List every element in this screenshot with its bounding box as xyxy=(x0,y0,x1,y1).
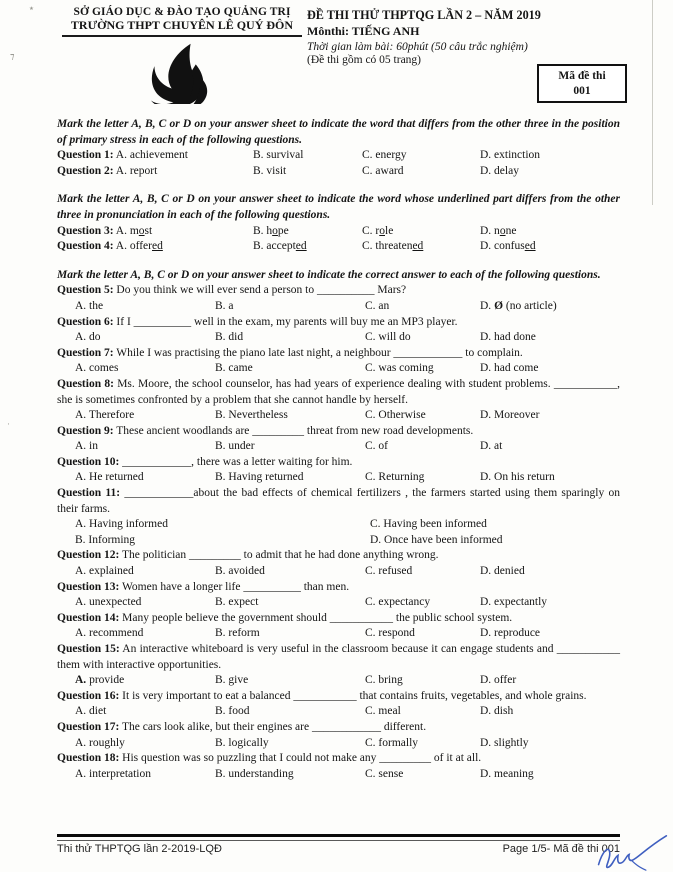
question-number: Question 17: xyxy=(57,720,120,733)
question-stem: Do you think we will ever send a person to __________ Mars? xyxy=(116,284,407,297)
question-number: Question 1: xyxy=(57,149,114,162)
answer-option: D. Ø (no article) xyxy=(480,299,557,312)
header-right-block xyxy=(307,8,597,66)
question-number: Question 14: xyxy=(57,611,120,624)
answer-row xyxy=(57,330,620,346)
question-row xyxy=(57,224,620,240)
question-block xyxy=(57,346,620,377)
scan-speck: ٭ xyxy=(29,3,34,13)
answer-option: C. expectancy xyxy=(365,596,431,609)
question-text xyxy=(57,424,620,440)
question-stem: While I was practising the piano late last night, a neighbour ____________ to complain. xyxy=(116,346,523,359)
answer-option: D. expectantly xyxy=(480,596,548,609)
footer-left-text: Thi thử THPTQG lần 2-2019-LQĐ xyxy=(57,843,222,855)
answer-option: D. Once have been informed xyxy=(370,533,503,546)
question-cell xyxy=(57,164,253,180)
question-number: Question 6: xyxy=(57,315,114,328)
answer-option: B. hope xyxy=(253,224,289,237)
question-cell xyxy=(57,224,253,240)
answer-row xyxy=(57,767,620,783)
question-row xyxy=(57,164,620,180)
answer-option: A. offered xyxy=(115,240,163,253)
question-text xyxy=(57,548,620,564)
question-stem: His question was so puzzling that I could not make any _________ of it at all. xyxy=(122,752,482,765)
answer-option: D. offer xyxy=(480,674,517,687)
answer-option: D. dish xyxy=(480,705,514,718)
answer-option: D. extinction xyxy=(480,149,541,162)
exam-title: ĐỀ THI THỬ THPTQG LẦN 2 – NĂM 2019 xyxy=(307,8,541,22)
question-text xyxy=(57,346,620,362)
question-stem: If I __________ well in the exam, my parents will buy me an MP3 player. xyxy=(116,315,458,328)
answer-option: C. was coming xyxy=(365,362,434,375)
answer-option: C. refused xyxy=(365,565,413,578)
answer-option: D. On his return xyxy=(480,471,555,484)
question-text xyxy=(57,751,620,767)
question-text xyxy=(57,689,620,705)
answer-option: C. Otherwise xyxy=(365,409,426,422)
answer-option: B. a xyxy=(215,299,234,312)
answer-row xyxy=(57,470,620,486)
footer-page-number: Page 1/5- Mã đề thi 001 xyxy=(502,843,620,855)
answer-option: C. role xyxy=(362,224,394,237)
answer-option: D. confused xyxy=(480,240,536,253)
question-stem: The cars look alike, but their engines are ____________ different. xyxy=(121,720,427,733)
question-stem: Women have a longer life __________ than men. xyxy=(121,580,350,593)
answer-row xyxy=(57,361,620,377)
answer-option: B. did xyxy=(215,331,244,344)
question-block xyxy=(57,611,620,642)
footer-rule xyxy=(57,834,620,841)
question-sections xyxy=(57,117,620,782)
question-number: Question 9: xyxy=(57,424,114,437)
question-block xyxy=(57,580,620,611)
answer-option: B. avoided xyxy=(215,565,265,578)
exam-code-box xyxy=(537,64,627,103)
answer-option: B. visit xyxy=(253,164,287,177)
handwritten-signature xyxy=(592,833,672,872)
question-number: Question 12: xyxy=(57,549,120,562)
question-text xyxy=(57,455,620,471)
answer-option: C. threatened xyxy=(362,240,424,253)
question-text xyxy=(57,642,620,673)
question-number: Question 7: xyxy=(57,346,114,359)
answer-option: C. sense xyxy=(365,767,404,780)
answer-row xyxy=(57,736,620,752)
question-stem: These ancient woodlands are _________ threat from new road developments. xyxy=(116,424,474,437)
org-school: TRƯỜNG THPT CHUYÊN LÊ QUÝ ĐÔN xyxy=(70,18,294,32)
question-text xyxy=(57,283,620,299)
answer-row xyxy=(57,517,620,533)
answer-option: A. Therefore xyxy=(75,409,135,422)
question-cell xyxy=(57,148,253,164)
question-number: Question 2: xyxy=(57,164,114,177)
answer-option: C. energy xyxy=(362,149,407,162)
answer-option: C. respond xyxy=(365,627,415,640)
question-section xyxy=(57,192,620,254)
answer-option: C. award xyxy=(362,164,404,177)
answer-row xyxy=(57,533,620,549)
answer-option: C. meal xyxy=(365,705,401,718)
answer-option: B. food xyxy=(215,705,250,718)
question-block xyxy=(57,486,620,548)
question-row xyxy=(57,148,620,164)
answer-option: C. Having been informed xyxy=(370,518,487,531)
answer-option: A. diet xyxy=(75,705,107,718)
answer-option: A. report xyxy=(115,164,158,177)
answer-row xyxy=(57,673,620,689)
question-block xyxy=(57,424,620,455)
question-number: Question 15: xyxy=(57,643,120,655)
answer-option: D. reproduce xyxy=(480,627,541,640)
answer-option: A. unexpected xyxy=(75,596,142,609)
answer-option: A. provide xyxy=(75,674,125,687)
scan-edge-line xyxy=(652,0,653,205)
answer-option: A. recommend xyxy=(75,627,144,640)
answer-option: C. Returning xyxy=(365,471,425,484)
answer-row xyxy=(57,704,620,720)
question-text xyxy=(57,611,620,627)
answer-option: B. survival xyxy=(253,149,304,162)
exam-subject: Mônthi: TIẾNG ANH xyxy=(307,24,420,38)
answer-option: C. will do xyxy=(365,331,411,344)
answer-option: C. formally xyxy=(365,736,419,749)
school-logo-phoenix-icon xyxy=(145,42,219,104)
question-number: Question 3: xyxy=(57,224,114,237)
answer-option: C. bring xyxy=(365,674,403,687)
question-block xyxy=(57,315,620,346)
answer-row xyxy=(57,299,620,315)
exam-duration: Thời gian làm bài: 60phút (50 câu trắc nghiệm) xyxy=(307,41,528,53)
question-cell xyxy=(57,239,253,255)
question-text xyxy=(57,580,620,596)
answer-option: A. the xyxy=(75,299,104,312)
section-instructions: Mark the letter A, B, C or D on your answer sheet to indicate the correct answer to each of the following questions. xyxy=(57,268,601,281)
answer-option: B. Informing xyxy=(75,533,136,546)
question-number: Question 16: xyxy=(57,689,120,702)
answer-option: A. in xyxy=(75,440,98,453)
question-block xyxy=(57,164,620,180)
question-number: Question 5: xyxy=(57,284,114,297)
answer-option: D. had done xyxy=(480,331,536,344)
answer-option: C. of xyxy=(365,440,388,453)
answer-option: B. reform xyxy=(215,627,260,640)
answer-option: A. do xyxy=(75,331,101,344)
exam-code-value: 001 xyxy=(573,84,591,97)
question-stem: Many people believe the government should ___________ the public school system. xyxy=(122,611,513,624)
question-block xyxy=(57,642,620,689)
question-block xyxy=(57,720,620,751)
question-block xyxy=(57,689,620,720)
question-block xyxy=(57,377,620,424)
answer-option: D. had come xyxy=(480,362,539,375)
question-row xyxy=(57,239,620,255)
exam-code-label: Mã đề thi xyxy=(558,70,606,82)
answer-option: D. delay xyxy=(480,164,519,177)
question-block xyxy=(57,224,620,240)
question-stem: Ms. Moore, the school counselor, has had years of experience dealing with student problems. ___________, she is sometimes confronted by a problem that she cannot handle by herself. xyxy=(57,377,621,406)
question-text xyxy=(57,377,620,408)
answer-row xyxy=(57,595,620,611)
answer-row xyxy=(57,408,620,424)
answer-option: D. at xyxy=(480,440,503,453)
answer-option: D. meaning xyxy=(480,767,534,780)
answer-option: B. give xyxy=(215,674,249,687)
question-number: Question 10: xyxy=(57,455,120,468)
answer-option: B. logically xyxy=(215,736,269,749)
question-stem: The politician _________ to admit that he had done anything wrong. xyxy=(121,549,439,562)
answer-option: B. under xyxy=(215,440,255,453)
answer-option: A. most xyxy=(115,224,153,237)
question-stem: ____________about the bad effects of chemical fertilizers , the farmers started using them sparingly on their farms. xyxy=(57,487,621,515)
answer-option: C. an xyxy=(365,299,390,312)
question-number: Question 13: xyxy=(57,580,120,593)
question-block xyxy=(57,751,620,782)
scan-speck: · xyxy=(7,419,10,429)
answer-row xyxy=(57,564,620,580)
answer-option: B. came xyxy=(215,362,253,375)
footer xyxy=(57,843,620,855)
header-divider xyxy=(62,35,302,37)
question-stem: It is very important to eat a balanced ___________ that contains fruits, vegetables, and whole grains. xyxy=(122,689,587,702)
question-stem: ____________, there was a letter waiting for him. xyxy=(122,455,353,468)
question-number: Question 18: xyxy=(57,752,120,765)
answer-option: B. accepted xyxy=(253,240,307,253)
answer-option: D. none xyxy=(480,224,517,237)
question-number: Question 11: xyxy=(57,487,121,500)
question-block xyxy=(57,148,620,164)
scan-speck: ⁊ xyxy=(10,51,15,61)
org-department: SỞ GIÁO DỤC & ĐÀO TẠO QUẢNG TRỊ xyxy=(73,6,291,18)
exam-pages-note: (Đề thi gồm có 05 trang) xyxy=(307,54,422,66)
answer-option: D. denied xyxy=(480,565,525,578)
answer-option: D. slightly xyxy=(480,736,529,749)
section-instructions: Mark the letter A, B, C or D on your answer sheet to indicate the word whose underlined part differs from the other three in pronunciation in each of the following questions. xyxy=(57,193,620,221)
question-section xyxy=(57,268,620,783)
answer-option: A. He returned xyxy=(75,471,144,484)
question-text xyxy=(57,486,620,517)
answer-option: A. roughly xyxy=(75,736,125,749)
answer-option: B. expect xyxy=(215,596,259,609)
answer-option: A. comes xyxy=(75,362,119,375)
section-instructions: Mark the letter A, B, C or D on your answer sheet to indicate the word that differs from the other three in the position of primary stress in each of the following questions. xyxy=(57,118,620,146)
answer-option: A. interpretation xyxy=(75,767,152,780)
answer-option: B. Having returned xyxy=(215,471,304,484)
answer-option: B. understanding xyxy=(215,767,294,780)
answer-option: A. explained xyxy=(75,565,134,578)
header-left-block xyxy=(26,3,338,104)
answer-option: D. Moreover xyxy=(480,409,540,422)
question-text xyxy=(57,315,620,331)
question-block xyxy=(57,239,620,255)
question-block xyxy=(57,548,620,579)
question-block xyxy=(57,455,620,486)
question-number: Question 8: xyxy=(57,377,114,390)
answer-row xyxy=(57,439,620,455)
answer-row xyxy=(57,626,620,642)
question-section xyxy=(57,117,620,179)
question-block xyxy=(57,283,620,314)
answer-option: A. achievement xyxy=(115,149,188,162)
question-number: Question 4: xyxy=(57,240,114,253)
answer-option: A. Having informed xyxy=(75,518,168,531)
question-text xyxy=(57,720,620,736)
question-stem: An interactive whiteboard is very useful in the classroom because it can engage students and ___________ them with interactive opportunities. xyxy=(57,643,621,671)
answer-option: B. Nevertheless xyxy=(215,409,288,422)
